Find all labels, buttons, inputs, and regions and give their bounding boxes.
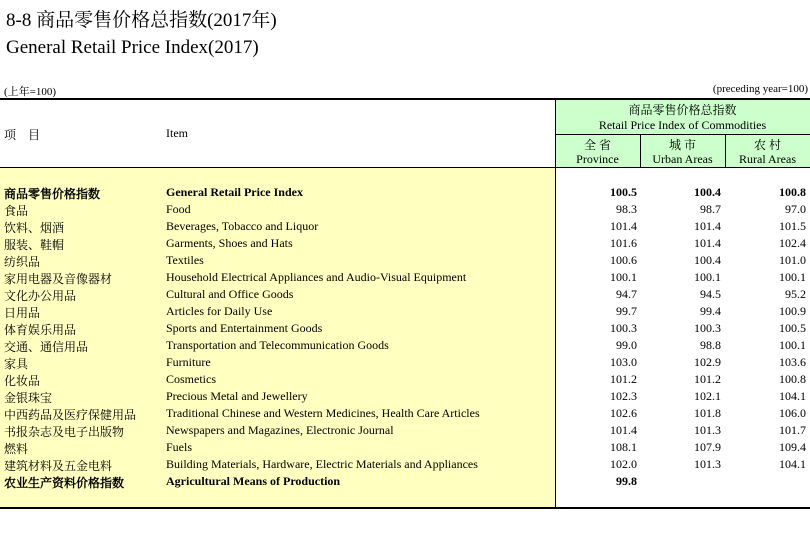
row-value-rural: 101.5 xyxy=(779,219,806,233)
row-value-province: 102.3 xyxy=(610,389,637,403)
unit-note-en: (preceding year=100) xyxy=(712,83,808,95)
row-value-rural: 100.8 xyxy=(779,372,806,386)
row-value-province: 99.7 xyxy=(616,304,637,318)
row-value-urban: 98.7 xyxy=(700,202,721,216)
header-bottom-rule xyxy=(0,167,810,168)
row-item-cn: 家具 xyxy=(4,357,29,371)
row-item-cn: 燃料 xyxy=(4,442,29,456)
row-item-cn: 书报杂志及电子出版物 xyxy=(4,425,125,439)
row-item-cn: 化妆品 xyxy=(4,374,41,388)
row-value-province: 103.0 xyxy=(610,355,637,369)
row-value-province: 102.0 xyxy=(610,457,637,471)
header-province-en: Province xyxy=(576,152,619,166)
row-value-rural: 109.4 xyxy=(779,440,806,454)
row-value-province: 101.4 xyxy=(610,423,637,437)
row-value-rural: 100.8 xyxy=(779,185,806,199)
row-value-province: 99.0 xyxy=(616,338,637,352)
table-top-rule xyxy=(0,98,810,100)
row-value-urban: 98.8 xyxy=(700,338,721,352)
table-row xyxy=(0,388,810,405)
table-row xyxy=(0,422,810,439)
unit-note-cn: (上年=100) xyxy=(4,86,57,98)
row-item-cn: 商品零售价格指数 xyxy=(4,187,101,201)
table-row xyxy=(0,439,810,456)
row-item-en: Fuels xyxy=(166,440,193,454)
header-province-cn: 全 省 xyxy=(583,138,611,152)
row-value-rural: 101.0 xyxy=(779,253,806,267)
row-item-en: Newspapers and Magazines, Electronic Journal xyxy=(166,423,394,437)
header-item-en: Item xyxy=(166,126,188,140)
row-item-en: General Retail Price Index xyxy=(166,185,303,199)
table-row xyxy=(0,456,810,473)
row-item-en: Textiles xyxy=(166,253,204,267)
row-item-en: Food xyxy=(166,202,191,216)
row-value-province: 108.1 xyxy=(610,440,637,454)
group-header-rule xyxy=(555,134,810,135)
row-item-cn: 金银珠宝 xyxy=(4,391,53,405)
table-row xyxy=(0,218,810,235)
row-item-en: Beverages, Tobacco and Liquor xyxy=(166,219,319,233)
row-value-province: 100.5 xyxy=(610,185,637,199)
header-rural-en: Rural Areas xyxy=(739,152,796,166)
row-value-province: 100.3 xyxy=(610,321,637,335)
row-value-province: 101.4 xyxy=(610,219,637,233)
row-item-en: Agricultural Means of Production xyxy=(166,474,341,488)
row-value-province: 102.6 xyxy=(610,406,637,420)
header-urban-cn: 城 市 xyxy=(668,138,696,152)
row-value-urban: 100.4 xyxy=(694,253,721,267)
row-item-cn: 农业生产资料价格指数 xyxy=(4,476,125,490)
table-row xyxy=(0,320,810,337)
row-value-urban: 101.3 xyxy=(694,423,721,437)
row-item-cn: 家用电器及音像器材 xyxy=(4,272,113,286)
row-value-rural: 100.1 xyxy=(779,338,806,352)
table-row xyxy=(0,201,810,218)
table-row xyxy=(0,473,810,490)
row-value-rural: 101.7 xyxy=(779,423,806,437)
row-value-urban: 107.9 xyxy=(694,440,721,454)
row-item-en: Traditional Chinese and Western Medicines, Health Care Articles xyxy=(166,406,480,420)
row-value-urban: 99.4 xyxy=(700,304,721,318)
row-value-rural: 100.9 xyxy=(779,304,806,318)
table-row xyxy=(0,235,810,252)
row-item-en: Household Electrical Appliances and Audio-Visual Equipment xyxy=(166,270,467,284)
header-item-cn: 项 目 xyxy=(4,128,41,142)
row-item-cn: 饮料、烟酒 xyxy=(4,221,65,235)
row-item-en: Cosmetics xyxy=(166,372,216,386)
row-value-province: 100.1 xyxy=(610,270,637,284)
row-value-rural: 104.1 xyxy=(779,389,806,403)
row-value-urban: 100.1 xyxy=(694,270,721,284)
row-value-province: 99.8 xyxy=(616,474,637,488)
row-item-cn: 日用品 xyxy=(4,306,41,320)
row-value-urban: 94.5 xyxy=(700,287,721,301)
row-value-rural: 100.5 xyxy=(779,321,806,335)
row-item-en: Precious Metal and Jewellery xyxy=(166,389,308,403)
table-row xyxy=(0,269,810,286)
row-value-urban: 101.3 xyxy=(694,457,721,471)
header-group-cn: 商品零售价格总指数 xyxy=(628,103,737,117)
row-item-en: Articles for Daily Use xyxy=(166,304,273,318)
row-item-en: Sports and Entertainment Goods xyxy=(166,321,323,335)
row-value-rural: 103.6 xyxy=(779,355,806,369)
row-item-cn: 服装、鞋帽 xyxy=(4,238,65,252)
row-item-cn: 建筑材料及五金电料 xyxy=(4,459,113,473)
table-row xyxy=(0,286,810,303)
row-item-cn: 中西药品及医疗保健用品 xyxy=(4,408,137,422)
row-item-en: Building Materials, Hardware, Electric Materials and Appliances xyxy=(166,457,478,471)
row-value-urban: 102.9 xyxy=(694,355,721,369)
header-group-en: Retail Price Index of Commodities xyxy=(598,118,767,132)
row-value-urban: 101.4 xyxy=(694,219,721,233)
header-urban-en: Urban Areas xyxy=(652,152,713,166)
table-row xyxy=(0,303,810,320)
row-value-rural: 97.0 xyxy=(785,202,806,216)
table-row xyxy=(0,184,810,201)
row-value-urban: 100.3 xyxy=(694,321,721,335)
row-value-urban: 100.4 xyxy=(694,185,721,199)
row-value-urban: 101.2 xyxy=(694,372,721,386)
page-title-en: General Retail Price Index(2017) xyxy=(6,37,259,58)
row-value-province: 101.2 xyxy=(610,372,637,386)
row-value-province: 98.3 xyxy=(616,202,637,216)
row-value-rural: 104.1 xyxy=(779,457,806,471)
row-value-rural: 102.4 xyxy=(779,236,806,250)
row-value-province: 101.6 xyxy=(610,236,637,250)
table-row xyxy=(0,354,810,371)
row-value-urban: 102.1 xyxy=(694,389,721,403)
row-item-cn: 交通、通信用品 xyxy=(4,340,89,354)
row-item-en: Transportation and Telecommunication Goods xyxy=(166,338,389,352)
table-row xyxy=(0,405,810,422)
row-value-province: 94.7 xyxy=(616,287,637,301)
row-item-cn: 文化办公用品 xyxy=(4,289,77,303)
page-title-cn: 8-8 商品零售价格总指数(2017年) xyxy=(6,10,277,31)
row-value-rural: 106.0 xyxy=(779,406,806,420)
row-value-rural: 95.2 xyxy=(785,287,806,301)
row-value-urban: 101.8 xyxy=(694,406,721,420)
table-bottom-rule xyxy=(0,507,810,509)
table-row xyxy=(0,371,810,388)
row-item-en: Cultural and Office Goods xyxy=(166,287,294,301)
row-item-en: Furniture xyxy=(166,355,211,369)
table-row xyxy=(0,252,810,269)
header-rural-cn: 农 村 xyxy=(753,138,781,152)
row-item-en: Garments, Shoes and Hats xyxy=(166,236,293,250)
table-row xyxy=(0,337,810,354)
row-value-urban: 101.4 xyxy=(694,236,721,250)
row-item-cn: 食品 xyxy=(4,204,29,218)
row-value-rural: 100.1 xyxy=(779,270,806,284)
row-value-province: 100.6 xyxy=(610,253,637,267)
row-item-cn: 纺织品 xyxy=(4,255,41,269)
row-item-cn: 体育娱乐用品 xyxy=(4,323,77,337)
